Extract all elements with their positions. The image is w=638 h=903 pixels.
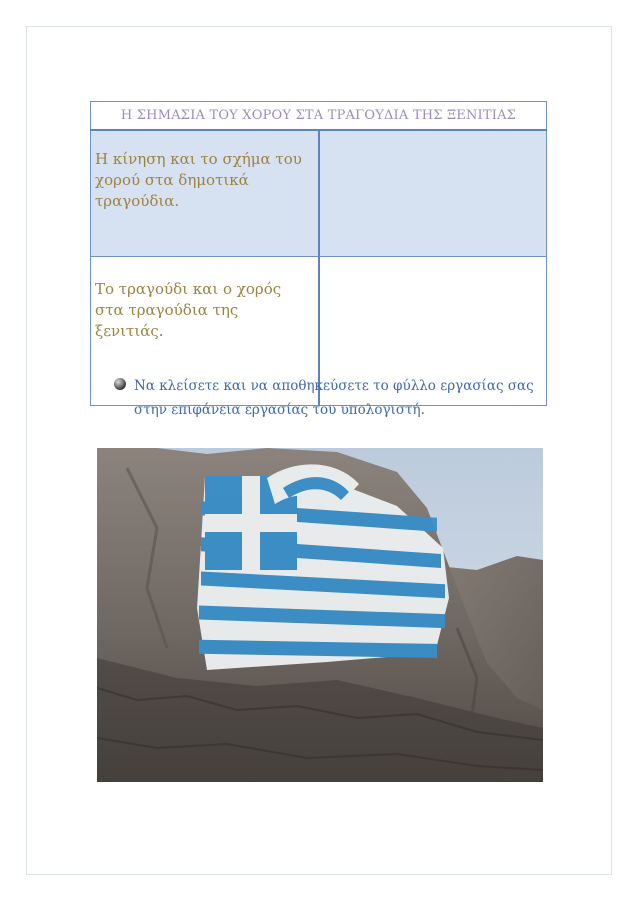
answer-cell-dance-movement[interactable] [319, 130, 547, 257]
instruction-text: Να κλείσετε και να αποθηκεύσετε το φύλλο εργασίας σας στην επιφάνεια εργασίας του υπολογιστή. [134, 378, 534, 418]
table-title: Η ΣΗΜΑΣΙΑ ΤΟΥ ΧΟΡΟΥ ΣΤΑ ΤΡΑΓΟΥΔΙΑ ΤΗΣ ΞΕΝΙΤΙΑΣ [91, 102, 547, 131]
sphere-bullet-icon [114, 378, 126, 390]
row-label-trailing-period: . [158, 322, 164, 340]
flag-cross-vertical [242, 476, 260, 570]
table-row [91, 130, 547, 257]
row-label-text: Το τραγούδι και ο χορός στα τραγούδια της ξενιτιάς [95, 280, 282, 340]
greek-flag-on-rock-photo [97, 448, 543, 782]
worksheet-table [90, 101, 547, 406]
row-label-dance-movement: Η κίνηση και το σχήμα του χορού στα δημοτικά τραγούδια. [91, 130, 319, 257]
